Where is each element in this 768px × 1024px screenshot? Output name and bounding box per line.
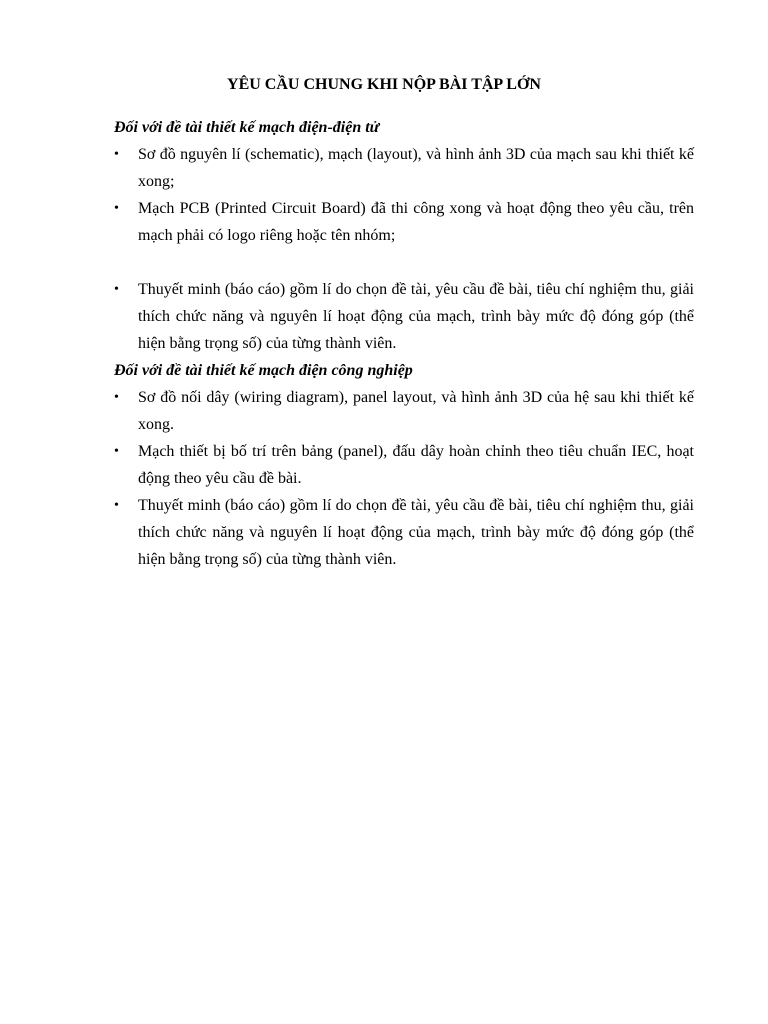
section-heading-electronics: Đối với đề tài thiết kế mạch điện-điện tử	[114, 119, 380, 136]
list-item	[114, 141, 694, 195]
list-item	[114, 492, 694, 573]
bullet-icon: •	[114, 498, 119, 513]
bullet-icon: •	[114, 390, 119, 405]
list-item-text: Thuyết minh (báo cáo) gồm lí do chọn đề tài, yêu cầu đề bài, tiêu chí nghiệm thu, giải thích chức năng và nguyên lí hoạt động của mạch, trình bày mức độ đóng góp (thể hiện bằng trọng số) của từng thành viên.	[138, 497, 694, 568]
list-item-text: Mạch thiết bị bố trí trên bảng (panel), đấu dây hoàn chỉnh theo tiêu chuẩn IEC, hoạt động theo yêu cầu đề bài.	[138, 443, 694, 487]
list-item-text: Mạch PCB (Printed Circuit Board) đã thi công xong và hoạt động theo yêu cầu, trên mạch phải có logo riêng hoặc tên nhóm;	[138, 200, 694, 244]
document-title: YÊU CẦU CHUNG KHI NỘP BÀI TẬP LỚN	[227, 76, 541, 93]
blank-line	[114, 249, 694, 276]
list-item	[114, 276, 694, 357]
list-item	[114, 195, 694, 249]
bullet-icon: •	[114, 444, 119, 459]
bullet-icon: •	[114, 282, 119, 297]
industrial-requirements-list	[114, 384, 694, 573]
section-heading-industrial: Đối với đề tài thiết kế mạch điện công nghiệp	[114, 362, 413, 379]
list-item-text: Sơ đồ nguyên lí (schematic), mạch (layout), và hình ảnh 3D của mạch sau khi thiết kế xong;	[138, 146, 694, 190]
list-item	[114, 384, 694, 438]
list-item	[114, 438, 694, 492]
list-item-text: Thuyết minh (báo cáo) gồm lí do chọn đề tài, yêu cầu đề bài, tiêu chí nghiệm thu, giải thích chức năng và nguyên lí hoạt động của mạch, trình bày mức độ đóng góp (thể hiện bằng trọng số) của từng thành viên.	[138, 281, 694, 352]
bullet-icon: •	[114, 147, 119, 162]
document-body	[114, 114, 694, 573]
electronics-requirements-list	[114, 141, 694, 357]
bullet-icon: •	[114, 201, 119, 216]
list-item-text: Sơ đồ nối dây (wiring diagram), panel layout, và hình ảnh 3D của hệ sau khi thiết kế xong.	[138, 389, 694, 433]
